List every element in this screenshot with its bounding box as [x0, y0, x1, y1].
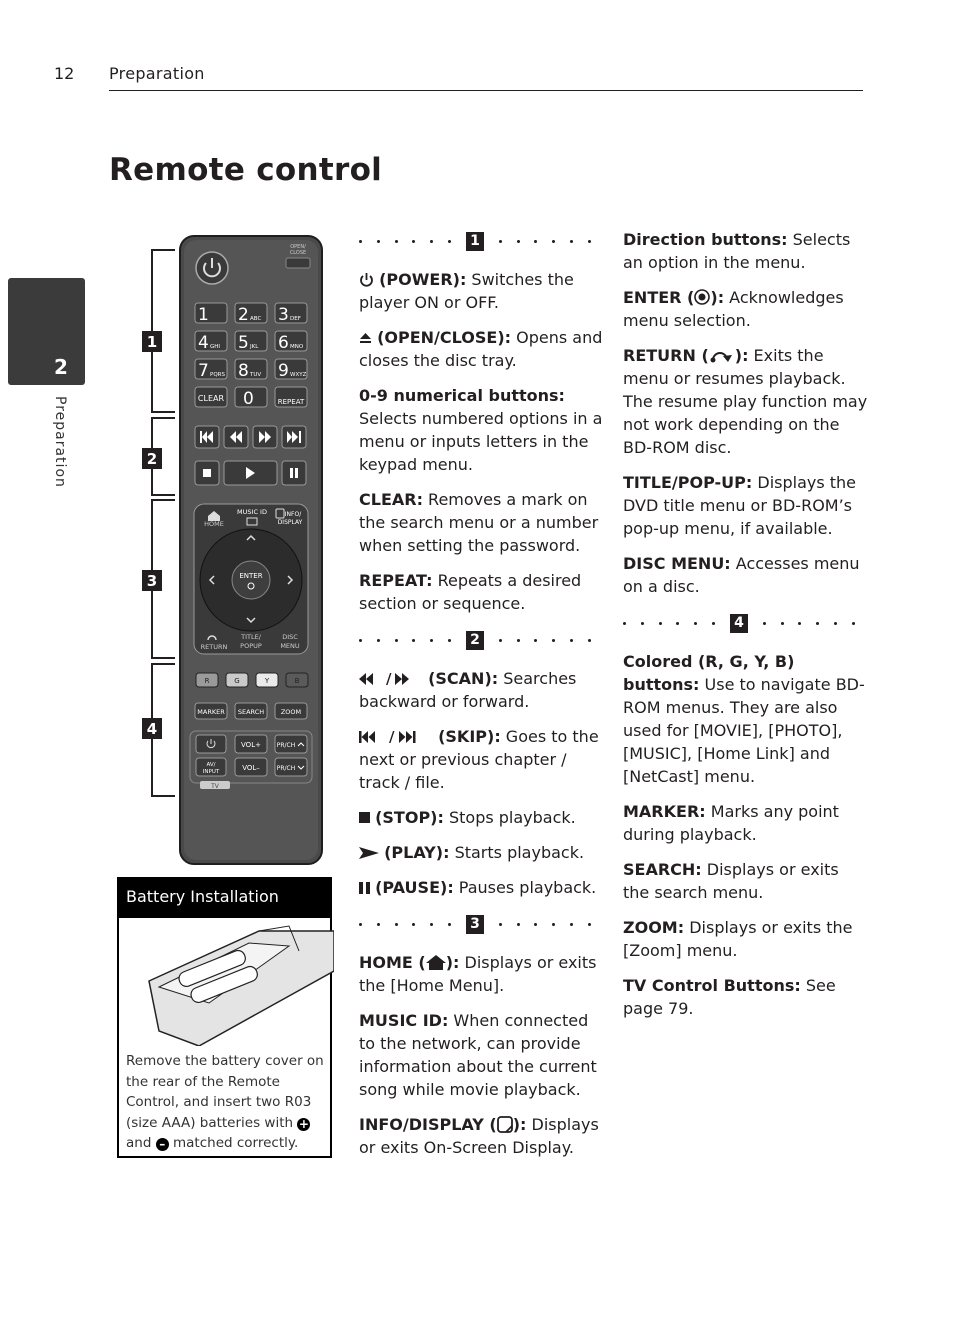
vol-up-button[interactable] [235, 735, 267, 753]
stop-description: (STOP): Stops playback. [359, 806, 604, 829]
enter-button[interactable] [232, 561, 270, 599]
svg-text:DISC: DISC [282, 633, 298, 641]
chapter-tab [8, 278, 85, 385]
enter-icon [694, 289, 710, 305]
number-key-digit: 2 [238, 305, 249, 325]
svg-text:HOME: HOME [204, 520, 224, 528]
zoom-button[interactable] [275, 703, 307, 719]
tv-power-button[interactable] [196, 735, 226, 753]
zoom-description: ZOOM: Displays or exits the [Zoom] menu. [623, 918, 853, 960]
tv-control-description: TV Control Buttons: See page 79. [623, 976, 836, 1018]
color-button-g[interactable] [226, 673, 248, 687]
info-display-description: INFO/DISPLAY ( ): Displays or exits On-Screen Display. [359, 1115, 599, 1157]
battery-installation-box [117, 877, 332, 1158]
number-keypad [195, 303, 307, 381]
number-key-digit: 7 [198, 361, 209, 381]
svg-text:VOL–: VOL– [242, 764, 260, 772]
svg-text:SEARCH: SEARCH [237, 708, 265, 716]
chapter-tab-label: Preparation [52, 396, 68, 488]
number-key-digit: 9 [278, 361, 289, 381]
svg-text:4: 4 [146, 720, 158, 738]
svg-text:2: 2 [146, 450, 158, 468]
clear-description: CLEAR: Removes a mark on the search menu or a number when setting the password. [359, 490, 599, 555]
pause-description: (PAUSE): Pauses playback. [359, 876, 604, 899]
color-button-letter: B [294, 677, 300, 685]
prch-up-button[interactable] [275, 735, 307, 753]
svg-text:MENU: MENU [280, 642, 300, 650]
play-description: (PLAY): Starts playback. [359, 841, 604, 864]
color-button-b[interactable] [286, 673, 308, 687]
direction-description: Direction buttons: Selects an option in the menu. [623, 230, 851, 272]
svg-text:0: 0 [243, 389, 254, 409]
number-key-3[interactable] [275, 303, 307, 325]
number-key-digit: 3 [278, 305, 289, 325]
home-icon [426, 955, 446, 970]
number-key-letters: JKL [250, 344, 259, 350]
minus-icon: – [156, 1138, 169, 1151]
page-title: Remote control [109, 152, 383, 188]
svg-text:PR/CH: PR/CH [276, 765, 296, 772]
callout-4 [142, 718, 162, 739]
prch-down-button[interactable] [275, 758, 307, 776]
callout-2 [142, 448, 162, 469]
svg-text:3: 3 [146, 572, 158, 590]
number-key-9[interactable] [275, 359, 307, 381]
color-button-letter: G [234, 677, 240, 685]
repeat-button[interactable] [275, 387, 307, 407]
svg-text:MARKER: MARKER [197, 708, 225, 716]
color-button-letter: Y [264, 677, 270, 685]
numerical-buttons-description: 0-9 numerical buttons: Selects numbered options in a menu or inputs letters in the keypad menu. [359, 386, 603, 474]
svg-text:VOL+: VOL+ [241, 741, 261, 749]
number-key-letters: PQRS [210, 372, 225, 378]
av-input-button[interactable] [196, 758, 226, 776]
svg-text:INPUT: INPUT [202, 769, 220, 775]
marker-button[interactable] [195, 703, 227, 719]
section-badge-4: 4 [730, 614, 748, 633]
number-key-letters: MNO [290, 344, 304, 350]
svg-text:MUSIC ID: MUSIC ID [237, 508, 267, 516]
svg-text:TITLE/: TITLE/ [241, 633, 261, 641]
color-button-r[interactable] [196, 673, 218, 687]
svg-text:INFO/: INFO/ [284, 511, 302, 518]
svg-text:RETURN: RETURN [200, 643, 228, 651]
home-description: HOME ( ): Displays or exits the [Home Menu]. [359, 953, 597, 995]
svg-text:1: 1 [146, 333, 158, 351]
svg-text:AV/: AV/ [206, 762, 216, 768]
number-key-letters: TUV [250, 372, 262, 378]
search-button[interactable] [235, 703, 267, 719]
description-column-1 [359, 228, 604, 1171]
vol-down-button[interactable] [235, 758, 267, 776]
number-key-5[interactable] [235, 331, 267, 353]
pause-icon [359, 882, 370, 894]
power-icon [359, 272, 374, 287]
chapter-tab-number: 2 [54, 355, 68, 379]
plus-icon: + [298, 1116, 309, 1131]
description-column-2 [623, 228, 868, 1032]
scan-icon [359, 673, 423, 685]
svg-text:REPEAT: REPEAT [277, 398, 305, 406]
skip-icon [359, 731, 433, 743]
number-key-letters: DEF [290, 316, 301, 322]
skip-description: (SKIP): Goes to the next or previous chapter / track / file. [359, 727, 599, 792]
page-number: 12 [54, 64, 75, 83]
number-key-digit: 5 [238, 333, 249, 353]
number-key-6[interactable] [275, 331, 307, 353]
title-popup-button[interactable] [240, 633, 262, 650]
number-key-2[interactable] [235, 303, 267, 325]
number-key-1[interactable] [195, 303, 227, 325]
search-description: SEARCH: Displays or exits the search menu. [623, 860, 839, 902]
eject-icon [359, 331, 372, 344]
header-rule [109, 90, 863, 91]
clear-button[interactable] [195, 387, 227, 407]
section-badge-2: 2 [466, 631, 484, 650]
zero-button[interactable] [235, 387, 267, 409]
number-key-4[interactable] [195, 331, 227, 353]
svg-text:PR/CH: PR/CH [276, 742, 296, 749]
section-divider-2 [359, 627, 591, 653]
number-key-digit: 8 [238, 361, 249, 381]
running-header: Preparation [109, 64, 205, 83]
svg-text:CLEAR: CLEAR [197, 394, 225, 403]
svg-text:DISPLAY: DISPLAY [277, 519, 303, 526]
color-button-y[interactable] [256, 673, 278, 687]
title-popup-description: TITLE/POP-UP: Displays the DVD title menu or BD-ROM’s pop-up menu, if available. [623, 473, 857, 538]
number-key-letters: ABC [250, 316, 262, 322]
colored-buttons-description: Colored (R, G, Y, B) buttons: Use to navigate BD-ROM menus. They are also used for [MOVIE], [PHOTO], [MUSIC], [Home Link] and [NetCast] menu. [623, 652, 865, 786]
svg-text:TV: TV [211, 783, 219, 790]
svg-text:POPUP: POPUP [240, 642, 262, 650]
section-divider-3 [359, 911, 591, 937]
info-display-icon [497, 1116, 513, 1133]
section-divider-4 [623, 610, 855, 636]
number-key-8[interactable] [235, 359, 267, 381]
play-icon [359, 847, 379, 859]
number-key-letters: GHI [210, 344, 221, 350]
color-button-letter: R [204, 677, 210, 685]
battery-illustration [139, 921, 334, 1046]
section-divider-1 [359, 228, 591, 254]
number-key-digit: 4 [198, 333, 209, 353]
repeat-description: REPEAT: Repeats a desired section or sequence. [359, 571, 582, 613]
stop-icon [203, 469, 211, 477]
return-icon [709, 348, 735, 363]
power-description: (POWER): Switches the player ON or OFF. [359, 270, 574, 312]
callout-1 [142, 331, 162, 352]
music-id-description: MUSIC ID: When connected to the network, can provide information about the current song while movie playback. [359, 1011, 597, 1099]
battery-heading: Battery Installation [119, 879, 330, 918]
marker-description: MARKER: Marks any point during playback. [623, 802, 839, 844]
number-key-letters: WXYZ [290, 372, 307, 378]
remote-illustration [118, 230, 328, 870]
disc-menu-button[interactable] [280, 633, 300, 650]
svg-text:ENTER: ENTER [239, 572, 263, 580]
number-key-digit: 1 [198, 305, 209, 325]
pause-button[interactable] [282, 461, 306, 485]
battery-instructions: Remove the battery cover on the rear of the Remote Control, and insert two R03 (size AAA) batteries with + and – matched correctly. [126, 1053, 324, 1151]
svg-text:CLOSE: CLOSE [289, 250, 307, 256]
open-close-button[interactable] [286, 258, 310, 268]
callout-3 [142, 570, 162, 591]
number-key-digit: 6 [278, 333, 289, 353]
open-close-label: OPEN/ [290, 244, 306, 250]
svg-text:ZOOM: ZOOM [280, 708, 302, 716]
enter-description: ENTER ( ): Acknowledges menu selection. [623, 288, 844, 330]
return-description: RETURN ( ): Exits the menu or resumes playback. The resume play function may not work depending on the BD-ROM disc. [623, 346, 868, 457]
number-key-7[interactable] [195, 359, 227, 381]
section-badge-3: 3 [466, 915, 484, 934]
disc-menu-description: DISC MENU: Accesses menu on a disc. [623, 554, 860, 596]
tv-label [200, 781, 230, 790]
stop-icon [359, 812, 370, 823]
scan-description: (SCAN): Searches backward or forward. [359, 669, 577, 711]
open-close-description: (OPEN/CLOSE): Opens and closes the disc tray. [359, 328, 603, 370]
section-badge-1: 1 [466, 232, 484, 251]
